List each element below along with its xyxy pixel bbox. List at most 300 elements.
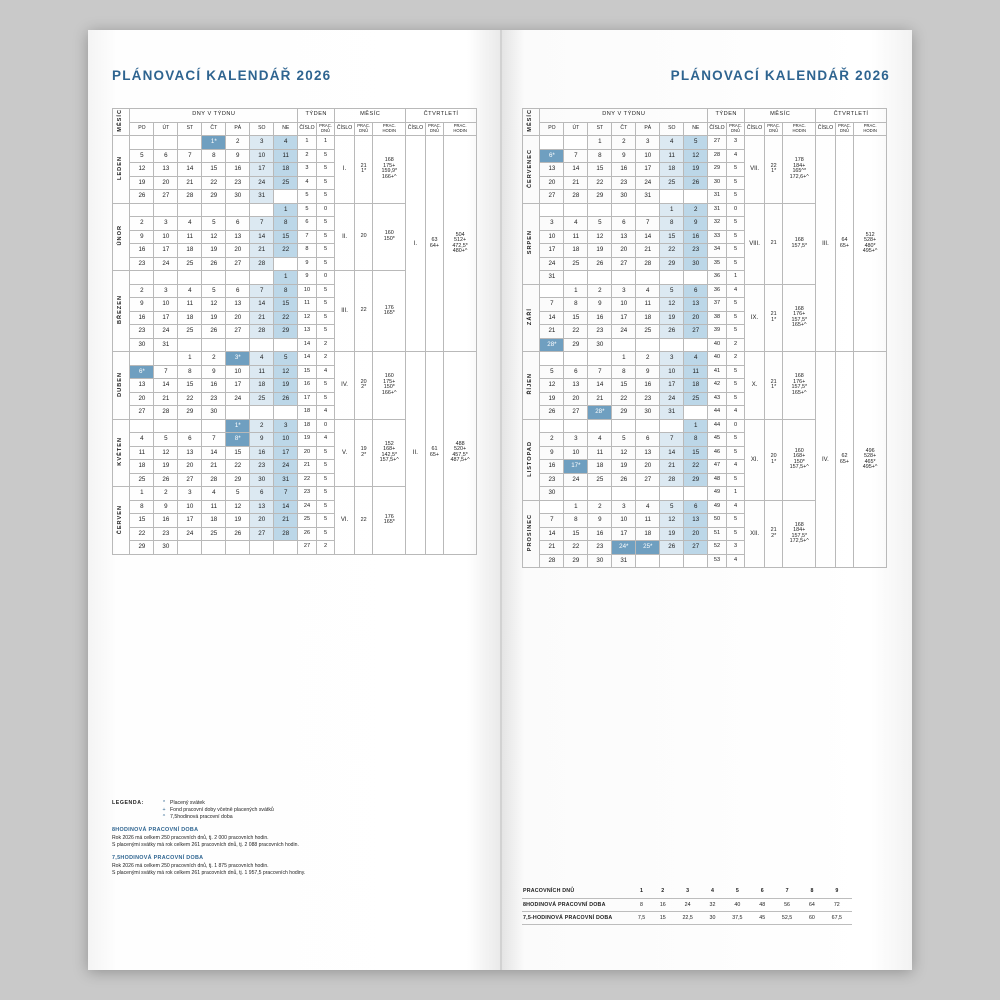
day-cell[interactable]: 7: [660, 433, 684, 447]
day-cell[interactable]: 6: [612, 217, 636, 231]
day-cell[interactable]: 9: [130, 298, 154, 312]
day-cell[interactable]: 26: [274, 392, 298, 406]
day-cell[interactable]: 23: [636, 392, 660, 406]
day-cell[interactable]: 25: [250, 392, 274, 406]
day-cell[interactable]: 30: [250, 473, 274, 487]
day-cell[interactable]: 6: [154, 149, 178, 163]
day-cell[interactable]: 13: [636, 446, 660, 460]
day-cell[interactable]: 25: [636, 325, 660, 339]
day-cell[interactable]: 17: [250, 163, 274, 177]
day-cell[interactable]: 27: [154, 190, 178, 204]
day-cell[interactable]: 10: [154, 230, 178, 244]
day-cell[interactable]: 31: [274, 473, 298, 487]
day-cell[interactable]: 29: [612, 406, 636, 420]
day-cell[interactable]: 26: [684, 176, 708, 190]
day-cell[interactable]: 31: [154, 338, 178, 352]
day-cell[interactable]: 3*: [226, 352, 250, 366]
day-cell[interactable]: 15: [564, 311, 588, 325]
day-cell[interactable]: 5: [202, 284, 226, 298]
day-cell[interactable]: 23: [250, 460, 274, 474]
day-cell[interactable]: 1: [660, 203, 684, 217]
day-cell[interactable]: 13: [154, 163, 178, 177]
day-cell[interactable]: 18: [202, 514, 226, 528]
day-cell[interactable]: 17: [636, 163, 660, 177]
day-cell[interactable]: 31: [636, 190, 660, 204]
day-cell[interactable]: 16: [636, 379, 660, 393]
day-cell[interactable]: 16: [226, 163, 250, 177]
day-cell[interactable]: 21: [540, 541, 564, 555]
day-cell[interactable]: 13: [564, 379, 588, 393]
day-cell[interactable]: 10: [612, 298, 636, 312]
day-cell[interactable]: 9: [588, 298, 612, 312]
day-cell[interactable]: 12: [202, 230, 226, 244]
day-cell[interactable]: 2: [154, 487, 178, 501]
day-cell[interactable]: 21: [250, 311, 274, 325]
day-cell[interactable]: 1: [588, 136, 612, 150]
day-cell[interactable]: 5: [226, 487, 250, 501]
day-cell[interactable]: 26: [612, 473, 636, 487]
day-cell[interactable]: 15: [660, 230, 684, 244]
day-cell[interactable]: 12: [202, 298, 226, 312]
day-cell[interactable]: 11: [178, 230, 202, 244]
day-cell[interactable]: 1*: [226, 419, 250, 433]
day-cell[interactable]: 10: [612, 514, 636, 528]
day-cell[interactable]: 23: [684, 244, 708, 258]
day-cell[interactable]: 23: [130, 257, 154, 271]
day-cell[interactable]: 11: [588, 446, 612, 460]
day-cell[interactable]: 12: [684, 149, 708, 163]
day-cell[interactable]: 16: [154, 514, 178, 528]
day-cell[interactable]: 4: [636, 500, 660, 514]
day-cell[interactable]: 6*: [540, 149, 564, 163]
day-cell[interactable]: 5: [130, 149, 154, 163]
day-cell[interactable]: 29: [660, 257, 684, 271]
day-cell[interactable]: 19: [130, 176, 154, 190]
day-cell[interactable]: 3: [636, 136, 660, 150]
day-cell[interactable]: 28*: [540, 338, 564, 352]
day-cell[interactable]: 14: [588, 379, 612, 393]
day-cell[interactable]: 4: [564, 217, 588, 231]
day-cell[interactable]: 29: [564, 554, 588, 568]
day-cell[interactable]: 10: [564, 446, 588, 460]
day-cell[interactable]: 20: [612, 244, 636, 258]
day-cell[interactable]: 19: [274, 379, 298, 393]
day-cell[interactable]: 20: [226, 311, 250, 325]
day-cell[interactable]: 19: [202, 244, 226, 258]
day-cell[interactable]: 18: [660, 163, 684, 177]
day-cell[interactable]: 2: [226, 136, 250, 150]
day-cell[interactable]: 15: [202, 163, 226, 177]
day-cell[interactable]: 27: [540, 190, 564, 204]
day-cell[interactable]: 20: [540, 176, 564, 190]
day-cell[interactable]: 21: [154, 392, 178, 406]
day-cell[interactable]: 4: [178, 284, 202, 298]
day-cell[interactable]: 21: [250, 244, 274, 258]
day-cell[interactable]: 12: [226, 500, 250, 514]
day-cell[interactable]: 31: [660, 406, 684, 420]
day-cell[interactable]: 11: [202, 500, 226, 514]
day-cell[interactable]: 17: [178, 514, 202, 528]
day-cell[interactable]: 8: [588, 149, 612, 163]
day-cell[interactable]: 20: [636, 460, 660, 474]
day-cell[interactable]: 18: [564, 244, 588, 258]
day-cell[interactable]: 27: [250, 527, 274, 541]
day-cell[interactable]: 27: [684, 541, 708, 555]
day-cell[interactable]: 19: [660, 311, 684, 325]
day-cell[interactable]: 13: [178, 446, 202, 460]
day-cell[interactable]: 7: [564, 149, 588, 163]
day-cell[interactable]: 22: [684, 460, 708, 474]
day-cell[interactable]: 14: [250, 230, 274, 244]
day-cell[interactable]: 23: [588, 541, 612, 555]
day-cell[interactable]: 30: [154, 541, 178, 555]
day-cell[interactable]: 18: [636, 527, 660, 541]
day-cell[interactable]: 11: [684, 365, 708, 379]
day-cell[interactable]: 30: [588, 554, 612, 568]
day-cell[interactable]: 6: [684, 284, 708, 298]
day-cell[interactable]: 19: [684, 163, 708, 177]
day-cell[interactable]: 20: [564, 392, 588, 406]
day-cell[interactable]: 22: [274, 244, 298, 258]
day-cell[interactable]: 11: [636, 514, 660, 528]
day-cell[interactable]: 12: [612, 446, 636, 460]
day-cell[interactable]: 19: [202, 311, 226, 325]
day-cell[interactable]: 19: [612, 460, 636, 474]
day-cell[interactable]: 26: [540, 406, 564, 420]
day-cell[interactable]: 6: [564, 365, 588, 379]
day-cell[interactable]: 23: [588, 325, 612, 339]
day-cell[interactable]: 18: [178, 244, 202, 258]
day-cell[interactable]: 14: [154, 379, 178, 393]
day-cell[interactable]: 15: [274, 298, 298, 312]
day-cell[interactable]: 13: [226, 230, 250, 244]
day-cell[interactable]: 24: [564, 473, 588, 487]
day-cell[interactable]: 9: [540, 446, 564, 460]
day-cell[interactable]: 18: [684, 379, 708, 393]
day-cell[interactable]: 22: [274, 311, 298, 325]
day-cell[interactable]: 18: [588, 460, 612, 474]
day-cell[interactable]: 4: [274, 136, 298, 150]
day-cell[interactable]: 28: [564, 190, 588, 204]
day-cell[interactable]: 29: [202, 190, 226, 204]
day-cell[interactable]: 30: [588, 338, 612, 352]
day-cell[interactable]: 30: [540, 487, 564, 501]
day-cell[interactable]: 2: [540, 433, 564, 447]
day-cell[interactable]: 3: [540, 217, 564, 231]
day-cell[interactable]: 28: [660, 473, 684, 487]
day-cell[interactable]: 2: [130, 284, 154, 298]
day-cell[interactable]: 1: [564, 500, 588, 514]
day-cell[interactable]: 1: [274, 271, 298, 285]
day-cell[interactable]: 15: [178, 379, 202, 393]
day-cell[interactable]: 7: [178, 149, 202, 163]
day-cell[interactable]: 2: [636, 352, 660, 366]
day-cell[interactable]: 26: [660, 541, 684, 555]
day-cell[interactable]: 8: [684, 433, 708, 447]
day-cell[interactable]: 19: [226, 514, 250, 528]
day-cell[interactable]: 23: [154, 527, 178, 541]
day-cell[interactable]: 13: [684, 514, 708, 528]
day-cell[interactable]: 31: [540, 271, 564, 285]
day-cell[interactable]: 4: [202, 487, 226, 501]
day-cell[interactable]: 22: [564, 325, 588, 339]
day-cell[interactable]: 4: [130, 433, 154, 447]
day-cell[interactable]: 29: [564, 338, 588, 352]
day-cell[interactable]: 19: [660, 527, 684, 541]
day-cell[interactable]: 28: [274, 527, 298, 541]
day-cell[interactable]: 13: [250, 500, 274, 514]
day-cell[interactable]: 3: [660, 352, 684, 366]
day-cell[interactable]: 30: [202, 406, 226, 420]
day-cell[interactable]: 2: [684, 203, 708, 217]
day-cell[interactable]: 26: [202, 257, 226, 271]
day-cell[interactable]: 16: [250, 446, 274, 460]
day-cell[interactable]: 5: [154, 433, 178, 447]
day-cell[interactable]: 8: [274, 284, 298, 298]
day-cell[interactable]: 28: [250, 325, 274, 339]
day-cell[interactable]: 3: [612, 284, 636, 298]
day-cell[interactable]: 17: [154, 244, 178, 258]
day-cell[interactable]: 3: [250, 136, 274, 150]
day-cell[interactable]: 25: [588, 473, 612, 487]
day-cell[interactable]: 17: [612, 527, 636, 541]
day-cell[interactable]: 6: [636, 433, 660, 447]
day-cell[interactable]: 6: [178, 433, 202, 447]
day-cell[interactable]: 12: [660, 298, 684, 312]
day-cell[interactable]: 12: [130, 163, 154, 177]
day-cell[interactable]: 6: [226, 217, 250, 231]
day-cell[interactable]: 7: [588, 365, 612, 379]
day-cell[interactable]: 27: [226, 257, 250, 271]
day-cell[interactable]: 20: [178, 460, 202, 474]
day-cell[interactable]: 5: [660, 284, 684, 298]
day-cell[interactable]: 30: [684, 257, 708, 271]
day-cell[interactable]: 1: [612, 352, 636, 366]
day-cell[interactable]: 15: [274, 230, 298, 244]
day-cell[interactable]: 4: [684, 352, 708, 366]
day-cell[interactable]: 24: [540, 257, 564, 271]
day-cell[interactable]: 24: [274, 460, 298, 474]
day-cell[interactable]: 15: [612, 379, 636, 393]
day-cell[interactable]: 14: [274, 500, 298, 514]
day-cell[interactable]: 29: [130, 541, 154, 555]
day-cell[interactable]: 24: [154, 325, 178, 339]
day-cell[interactable]: 4: [636, 284, 660, 298]
day-cell[interactable]: 10: [250, 149, 274, 163]
day-cell[interactable]: 25: [684, 392, 708, 406]
day-cell[interactable]: 5: [684, 136, 708, 150]
day-cell[interactable]: 23: [612, 176, 636, 190]
day-cell[interactable]: 3: [564, 433, 588, 447]
day-cell[interactable]: 15: [684, 446, 708, 460]
day-cell[interactable]: 23: [540, 473, 564, 487]
day-cell[interactable]: 1: [684, 419, 708, 433]
day-cell[interactable]: 27: [564, 406, 588, 420]
day-cell[interactable]: 6: [226, 284, 250, 298]
day-cell[interactable]: 1: [178, 352, 202, 366]
day-cell[interactable]: 16: [130, 311, 154, 325]
day-cell[interactable]: 11: [130, 446, 154, 460]
day-cell[interactable]: 8: [178, 365, 202, 379]
day-cell[interactable]: 30: [636, 406, 660, 420]
day-cell[interactable]: 9: [588, 514, 612, 528]
day-cell[interactable]: 31: [250, 190, 274, 204]
day-cell[interactable]: 22: [202, 176, 226, 190]
day-cell[interactable]: 6*: [130, 365, 154, 379]
day-cell[interactable]: 16: [612, 163, 636, 177]
day-cell[interactable]: 27: [684, 325, 708, 339]
day-cell[interactable]: 14: [250, 298, 274, 312]
day-cell[interactable]: 16: [588, 311, 612, 325]
day-cell[interactable]: 10: [636, 149, 660, 163]
day-cell[interactable]: 8: [564, 514, 588, 528]
day-cell[interactable]: 24: [154, 257, 178, 271]
day-cell[interactable]: 25: [202, 527, 226, 541]
day-cell[interactable]: 16: [540, 460, 564, 474]
day-cell[interactable]: 21: [588, 392, 612, 406]
day-cell[interactable]: 20: [226, 244, 250, 258]
day-cell[interactable]: 9: [154, 500, 178, 514]
day-cell[interactable]: 1: [130, 487, 154, 501]
day-cell[interactable]: 11: [636, 298, 660, 312]
day-cell[interactable]: 31: [612, 554, 636, 568]
day-cell[interactable]: 21: [564, 176, 588, 190]
day-cell[interactable]: 28: [250, 257, 274, 271]
day-cell[interactable]: 27: [178, 473, 202, 487]
day-cell[interactable]: 19: [540, 392, 564, 406]
day-cell[interactable]: 27: [612, 257, 636, 271]
day-cell[interactable]: 1*: [202, 136, 226, 150]
day-cell[interactable]: 12: [540, 379, 564, 393]
day-cell[interactable]: 24: [612, 325, 636, 339]
day-cell[interactable]: 30: [130, 338, 154, 352]
day-cell[interactable]: 11: [274, 149, 298, 163]
day-cell[interactable]: 25*: [636, 541, 660, 555]
day-cell[interactable]: 12: [660, 514, 684, 528]
day-cell[interactable]: 29: [588, 190, 612, 204]
day-cell[interactable]: 8: [130, 500, 154, 514]
day-cell[interactable]: 13: [684, 298, 708, 312]
day-cell[interactable]: 25: [130, 473, 154, 487]
day-cell[interactable]: 24*: [612, 541, 636, 555]
day-cell[interactable]: 27: [636, 473, 660, 487]
day-cell[interactable]: 25: [178, 257, 202, 271]
day-cell[interactable]: 20: [684, 311, 708, 325]
day-cell[interactable]: 9: [684, 217, 708, 231]
day-cell[interactable]: 2: [588, 500, 612, 514]
day-cell[interactable]: 22: [226, 460, 250, 474]
day-cell[interactable]: 21: [274, 514, 298, 528]
day-cell[interactable]: 15: [130, 514, 154, 528]
day-cell[interactable]: 30: [612, 190, 636, 204]
day-cell[interactable]: 6: [250, 487, 274, 501]
day-cell[interactable]: 14: [540, 311, 564, 325]
day-cell[interactable]: 28: [540, 554, 564, 568]
day-cell[interactable]: 24: [250, 176, 274, 190]
day-cell[interactable]: 26: [226, 527, 250, 541]
day-cell[interactable]: 16: [684, 230, 708, 244]
day-cell[interactable]: 2: [612, 136, 636, 150]
day-cell[interactable]: 14: [636, 230, 660, 244]
day-cell[interactable]: 28: [202, 473, 226, 487]
day-cell[interactable]: 11: [564, 230, 588, 244]
day-cell[interactable]: 26: [130, 190, 154, 204]
day-cell[interactable]: 16: [588, 527, 612, 541]
day-cell[interactable]: 16: [202, 379, 226, 393]
day-cell[interactable]: 10: [660, 365, 684, 379]
day-cell[interactable]: 13: [226, 298, 250, 312]
day-cell[interactable]: 13: [130, 379, 154, 393]
day-cell[interactable]: 20: [154, 176, 178, 190]
day-cell[interactable]: 22: [612, 392, 636, 406]
day-cell[interactable]: 24: [178, 527, 202, 541]
day-cell[interactable]: 9: [130, 230, 154, 244]
day-cell[interactable]: 5: [202, 217, 226, 231]
day-cell[interactable]: 14: [540, 527, 564, 541]
day-cell[interactable]: 23: [202, 392, 226, 406]
day-cell[interactable]: 10: [178, 500, 202, 514]
day-cell[interactable]: 9: [612, 149, 636, 163]
day-cell[interactable]: 24: [660, 392, 684, 406]
day-cell[interactable]: 14: [564, 163, 588, 177]
day-cell[interactable]: 21: [660, 460, 684, 474]
day-cell[interactable]: 17: [274, 446, 298, 460]
day-cell[interactable]: 29: [226, 473, 250, 487]
day-cell[interactable]: 18: [130, 460, 154, 474]
day-cell[interactable]: 5: [540, 365, 564, 379]
day-cell[interactable]: 28: [178, 190, 202, 204]
day-cell[interactable]: 19: [588, 244, 612, 258]
day-cell[interactable]: 17*: [564, 460, 588, 474]
day-cell[interactable]: 3: [154, 284, 178, 298]
day-cell[interactable]: 3: [178, 487, 202, 501]
day-cell[interactable]: 2: [250, 419, 274, 433]
day-cell[interactable]: 9: [202, 365, 226, 379]
day-cell[interactable]: 21: [636, 244, 660, 258]
day-cell[interactable]: 13: [612, 230, 636, 244]
day-cell[interactable]: 5: [612, 433, 636, 447]
day-cell[interactable]: 28: [636, 257, 660, 271]
day-cell[interactable]: 8*: [226, 433, 250, 447]
day-cell[interactable]: 20: [130, 392, 154, 406]
day-cell[interactable]: 4: [588, 433, 612, 447]
day-cell[interactable]: 23: [226, 176, 250, 190]
day-cell[interactable]: 18: [178, 311, 202, 325]
day-cell[interactable]: 8: [202, 149, 226, 163]
day-cell[interactable]: 7: [154, 365, 178, 379]
day-cell[interactable]: 11: [178, 298, 202, 312]
day-cell[interactable]: 20: [250, 514, 274, 528]
day-cell[interactable]: 17: [226, 379, 250, 393]
day-cell[interactable]: 26: [154, 473, 178, 487]
day-cell[interactable]: 25: [178, 325, 202, 339]
day-cell[interactable]: 28: [154, 406, 178, 420]
day-cell[interactable]: 17: [612, 311, 636, 325]
day-cell[interactable]: 8: [660, 217, 684, 231]
day-cell[interactable]: 29: [684, 473, 708, 487]
day-cell[interactable]: 22: [178, 392, 202, 406]
day-cell[interactable]: 15: [588, 163, 612, 177]
day-cell[interactable]: 9: [250, 433, 274, 447]
day-cell[interactable]: 7: [250, 284, 274, 298]
day-cell[interactable]: 9: [636, 365, 660, 379]
day-cell[interactable]: 12: [274, 365, 298, 379]
day-cell[interactable]: 15: [564, 527, 588, 541]
day-cell[interactable]: 10: [274, 433, 298, 447]
day-cell[interactable]: 11: [250, 365, 274, 379]
day-cell[interactable]: 25: [660, 176, 684, 190]
day-cell[interactable]: 21: [202, 460, 226, 474]
